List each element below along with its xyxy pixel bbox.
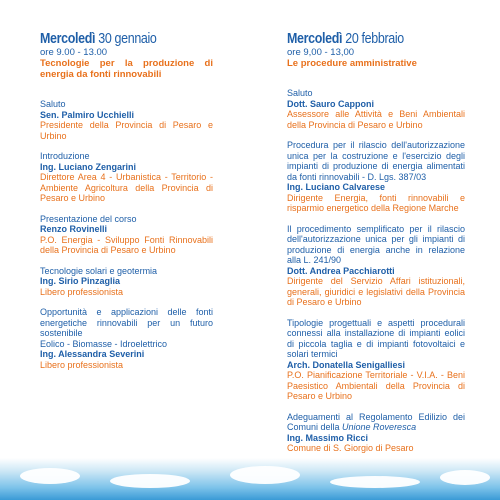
speaker-role: P.O. Pianificazione Territoriale - V.I.A. - Beni Paesistico Ambientali della Provincia di Pesaro e Urbino (287, 370, 465, 401)
agenda-item: Saluto Sen. Palmiro Ucchielli Presidente della Provincia di Pesaro e Urbino (40, 99, 213, 141)
speaker-name: Dott. Sauro Capponi (287, 98, 374, 109)
agenda-item: Il procedimento semplificato per il rilascio dell'autorizzazione unica per gli impianti di produzione di energia anche in relazione alla L. 241/90 Dott. Andrea Pacchiarotti Dirigente del Servizio Affari istituzionali, generali, giuridici e legislativi della Provincia di Pesaro e Urbino (287, 223, 465, 307)
speaker-name: Dott. Andrea Pacchiarotti (287, 265, 395, 276)
agenda-item: Saluto Dott. Sauro Capponi Assessore alle Attività e Beni Ambientali della Provincia di Pesaro e Urbino (287, 88, 465, 130)
speaker-name: Renzo Rovinelli (40, 224, 108, 234)
day-title: Mercoledì 30 gennaio (40, 31, 157, 47)
session-time: ore 9,00 - 13,00 (287, 47, 355, 58)
speaker-role: Dirigente Energia, fonti rinnovabili e risparmio energetico della Regione Marche (287, 192, 465, 213)
cloud-shape (110, 474, 190, 488)
agenda-item: Adeguamenti al Regolamento Edilizio dei Comuni della Unione Roveresca Ing. Massimo Ricci Comune di S. Giorgio di Pesaro (287, 411, 465, 453)
speaker-name: Ing. Luciano Zengarini (40, 161, 137, 172)
session-time: ore 9.00 - 13.00 (40, 47, 108, 58)
speaker-role: Libero professionista (40, 359, 124, 370)
day-title: Mercoledì 20 febbraio (287, 31, 404, 47)
speaker-role: P.O. Energia - Sviluppo Fonti Rinnovabili della Provincia di Pesaro e Urbino (40, 234, 213, 255)
agenda-item: Opportunità e applicazioni delle fonti energetiche rinnovabili per un futuro sostenibile Eolico - Biomasse - Idroelettrico Ing. Alessandra Severini Libero professionista (40, 307, 213, 370)
cloud-shape (330, 476, 420, 488)
agenda-item: Tipologie progettuali e aspetti procedurali connessi alla installazione di impianti eolici di piccola taglia e di impianti fotovoltaici e solari termici Arch. Donatella Senigalliesi P.O. Pianificazione Territoriale - V.I.A. - Beni Paesistico Ambientali della Provincia di Pesaro e Urbino (287, 317, 465, 401)
speaker-name: Sen. Palmiro Ucchielli (40, 109, 135, 120)
speaker-role: Comune di S. Giorgio di Pesaro (287, 443, 414, 453)
speaker-name: Ing. Luciano Calvarese (287, 182, 386, 192)
speaker-role: Direttore Area 4 - Urbanistica - Territorio - Ambiente Agricoltura della Provincia di Pesaro e Urbino (40, 172, 213, 203)
session-topic: Tecnologie per la produzione di energia da fonti rinnovabili (40, 58, 213, 80)
speaker-name: Arch. Donatella Senigalliesi (287, 359, 406, 370)
day-column-30-gennaio (40, 31, 213, 370)
speaker-name: Ing. Massimo Ricci (287, 432, 369, 443)
speaker-role: Dirigente del Servizio Affari istituzionali, generali, giuridici e legislativi della Provincia di Pesaro e Urbino (287, 276, 465, 307)
speaker-role: Libero professionista (40, 286, 124, 297)
agenda-item: Procedura per il rilascio dell'autorizzazione unica per la costruzione e l'esercizio degli impianti di produzione di energia alimentati da fonti rinnovabili - D. Lgs. 387/03 Ing. Luciano Calvarese Dirigente Energia, fonti rinnovabili e risparmio energetico della Regione Marche (287, 140, 465, 213)
cloud-shape (230, 466, 300, 484)
cloud-shape (20, 468, 80, 484)
cloud-shape (440, 470, 490, 485)
agenda-item: Tecnologie solari e geotermia Ing. Sirio Pinzaglia Libero professionista (40, 266, 213, 298)
speaker-role: Presidente della Provincia di Pesaro e Urbino (40, 120, 213, 141)
day-column-20-febbraio (287, 31, 465, 454)
agenda-item: Presentazione del corso Renzo Rovinelli P.O. Energia - Sviluppo Fonti Rinnovabili della Provincia di Pesaro e Urbino (40, 213, 213, 255)
speaker-name: Ing. Alessandra Severini (40, 349, 145, 359)
session-topic: Le procedure amministrative (287, 58, 417, 69)
agenda-item: Introduzione Ing. Luciano Zengarini Direttore Area 4 - Urbanistica - Territorio - Ambiente Agricoltura della Provincia di Pesaro e Urbino (40, 151, 213, 203)
speaker-role: Assessore alle Attività e Beni Ambientali della Provincia di Pesaro e Urbino (287, 109, 465, 130)
speaker-name: Ing. Sirio Pinzaglia (40, 276, 121, 286)
sky-band-decoration (0, 458, 500, 500)
